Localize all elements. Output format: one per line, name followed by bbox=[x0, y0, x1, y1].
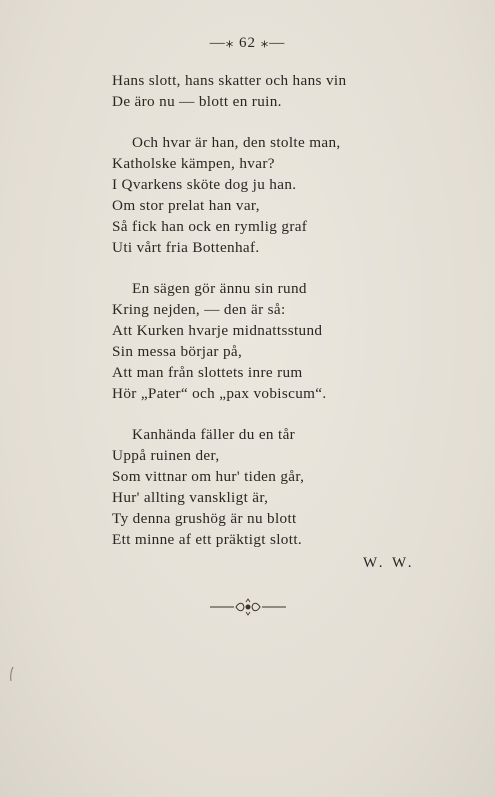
poem bbox=[112, 70, 402, 550]
poem-line: I Qvarkens sköte dog ju han. bbox=[112, 176, 297, 193]
poem-line: Och hvar är han, den stolte man, bbox=[132, 134, 341, 151]
stanza-gap bbox=[112, 404, 402, 424]
poem-line: Ett minne af ett präktigt slott. bbox=[112, 531, 303, 548]
author-signature: W. W. bbox=[363, 555, 415, 571]
stanza-gap bbox=[112, 112, 402, 132]
stanza-gap bbox=[112, 258, 402, 278]
fleuron-rule-icon bbox=[210, 596, 286, 618]
poem-line: Att man från slottets inre rum bbox=[112, 364, 303, 381]
stanza-2 bbox=[112, 132, 402, 258]
stanza-3 bbox=[112, 278, 402, 404]
poem-line: Att Kurken hvarje midnattsstund bbox=[112, 322, 323, 339]
stanza-1 bbox=[112, 70, 402, 112]
poem-line: Hans slott, hans skatter och hans vin bbox=[112, 72, 347, 89]
poem-line: Katholske kämpen, hvar? bbox=[112, 155, 275, 172]
stanza-4 bbox=[112, 424, 402, 550]
page-number: —⁎ 62 ⁎— bbox=[209, 35, 286, 51]
poem-line: Så fick han ock en rymlig graf bbox=[112, 218, 308, 235]
poem-line: Om stor prelat han var, bbox=[112, 197, 260, 214]
poem-line: De äro nu — blott en ruin. bbox=[112, 93, 282, 110]
poem-line: Kring nejden, — den är så: bbox=[112, 301, 286, 318]
poem-line: Ty denna grushög är nu blott bbox=[112, 510, 297, 527]
poem-line: Uti vårt fria Bottenhaf. bbox=[112, 239, 260, 256]
poem-line: Hur' allting vanskligt är, bbox=[112, 489, 269, 506]
poem-line: Kanhända fäller du en tår bbox=[132, 426, 296, 443]
poem-line: Sin messa börjar på, bbox=[112, 343, 243, 360]
poem-line: Hör „Pater“ och „pax vobiscum“. bbox=[112, 385, 327, 402]
poem-line: Som vittnar om hur' tiden går, bbox=[112, 468, 305, 485]
ink-spot-icon bbox=[8, 666, 16, 682]
poem-line: Uppå ruinen der, bbox=[112, 447, 220, 464]
poem-line: En sägen gör ännu sin rund bbox=[132, 280, 307, 297]
